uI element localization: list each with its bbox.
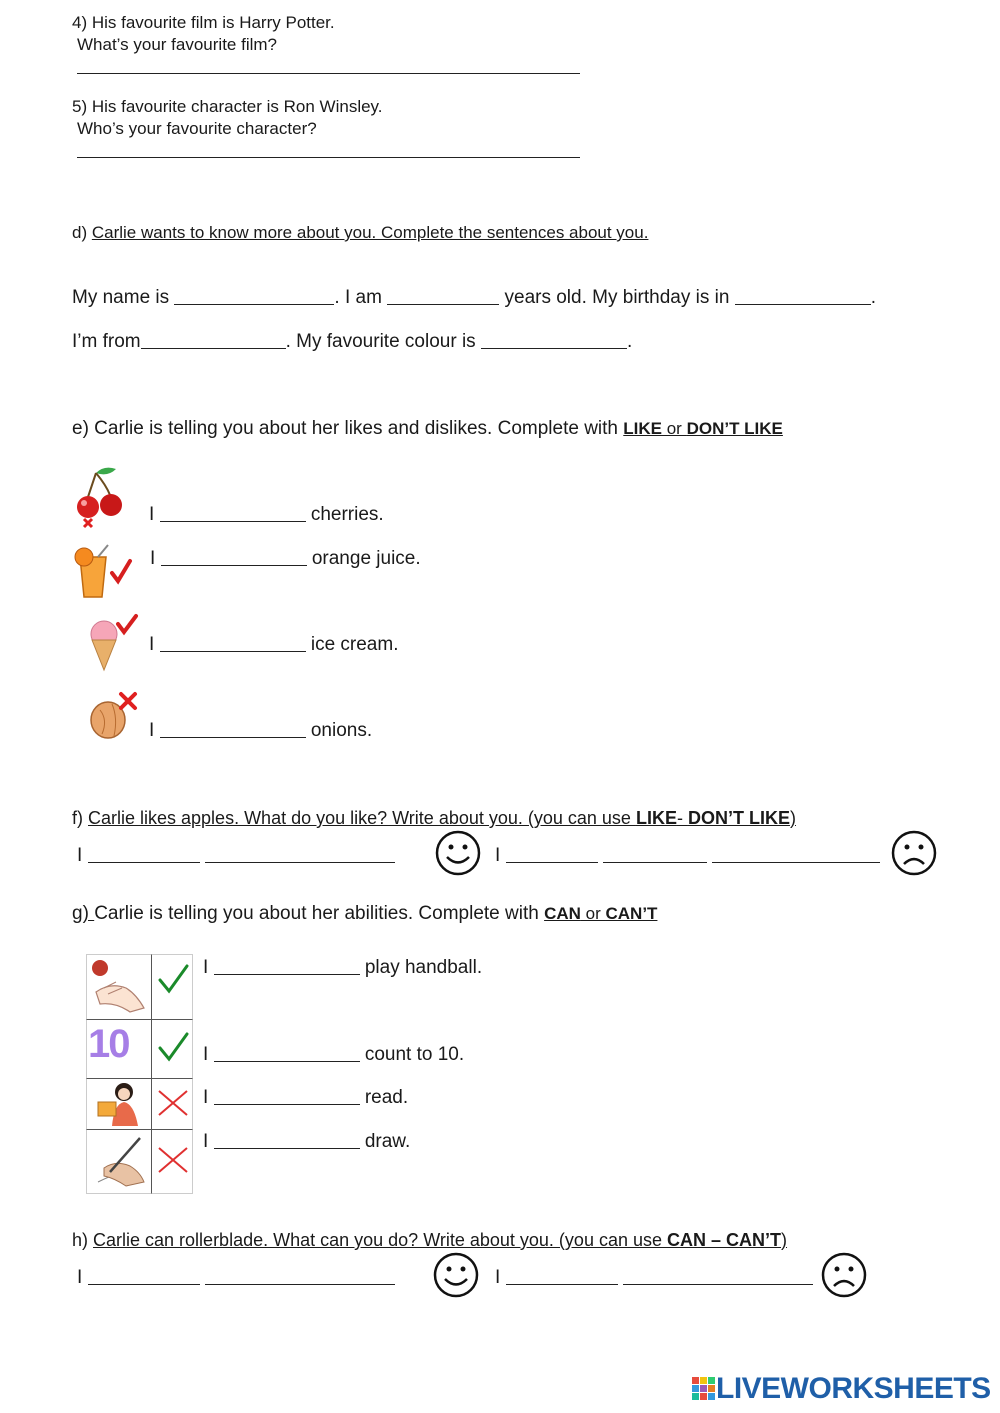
orange-juice-icon <box>74 543 136 601</box>
check-icon <box>156 962 190 996</box>
line1-period: . <box>870 287 876 308</box>
happy-face-icon <box>433 1252 479 1298</box>
pronoun: I <box>149 504 155 525</box>
check-icon <box>156 1030 190 1064</box>
section-h-right-answer <box>495 1267 813 1289</box>
section-f-heading <box>72 808 796 829</box>
h-right-blank-1[interactable] <box>506 1267 618 1285</box>
section-g-prefix: g) <box>72 903 95 924</box>
like-item-ice-cream <box>149 634 398 656</box>
dont-like-keyword: DON’T LIKE <box>686 419 783 438</box>
like-keyword: LIKE <box>623 419 662 438</box>
section-f-instruction: Carlie likes apples. What do you like? Write about you. (you can use <box>88 808 636 828</box>
section-d-heading <box>72 223 648 243</box>
pronoun: I <box>77 845 83 866</box>
draw-blank[interactable] <box>214 1131 360 1149</box>
dash: - <box>676 808 688 828</box>
pronoun: I <box>203 1131 209 1152</box>
liveworksheets-logo[interactable] <box>692 1372 991 1406</box>
pronoun: I <box>203 957 209 978</box>
q5-statement: 5) His favourite character is Ron Winsley. <box>72 97 383 116</box>
pronoun: I <box>495 1267 501 1288</box>
section-g-heading <box>72 903 657 925</box>
can-keyword: CAN <box>544 904 581 923</box>
h-right-blank-2[interactable] <box>623 1267 813 1285</box>
section-f-left-answer <box>77 845 395 867</box>
item-text: onions. <box>310 720 373 741</box>
h-left-blank-2[interactable] <box>205 1267 395 1285</box>
close-paren: ) <box>781 1230 788 1250</box>
age-blank[interactable] <box>387 287 499 305</box>
dont-like-keyword: DON’T LIKE <box>687 808 790 828</box>
section-d-instruction: Carlie wants to know more about you. Complete the sentences about you. <box>91 223 649 242</box>
liveworksheets-logo-icon <box>692 1377 716 1401</box>
colour-blank[interactable] <box>481 331 627 349</box>
birthday-label: years old. My birthday is in <box>499 287 735 308</box>
item-text: play handball. <box>364 957 483 978</box>
pronoun: I <box>203 1087 209 1108</box>
cant-keyword: CAN’T <box>605 904 658 923</box>
section-d-line2 <box>72 331 632 353</box>
number-ten-picture: 10 <box>88 1022 129 1066</box>
section-f-right-answer <box>495 845 880 867</box>
sad-face-icon <box>821 1252 867 1298</box>
cherries-icon <box>74 463 128 533</box>
h-left-blank-1[interactable] <box>88 1267 200 1285</box>
section-g-instruction: Carlie is telling you about her abilities. Complete with <box>94 903 545 924</box>
f-left-blank-2[interactable] <box>205 845 395 863</box>
liveworksheets-brand: LIVEWORKSHEETS <box>716 1372 991 1405</box>
birthday-blank[interactable] <box>735 287 871 305</box>
ability-item-draw <box>203 1131 410 1153</box>
colour-label: . My favourite colour is <box>285 331 481 352</box>
q5-answer-line[interactable] <box>77 157 580 158</box>
pronoun: I <box>495 845 501 866</box>
sad-face-icon <box>891 830 937 876</box>
section-h-heading <box>72 1230 787 1251</box>
section-d-line1 <box>72 287 876 309</box>
close-paren: ) <box>789 808 796 828</box>
section-e-instruction: e) Carlie is telling you about her likes and dislikes. Complete with <box>72 418 624 439</box>
or-word: or <box>580 904 606 923</box>
item-text: read. <box>364 1087 409 1108</box>
q4-question: What’s your favourite film? <box>77 35 277 54</box>
line2-period: . <box>626 331 633 352</box>
onions-blank[interactable] <box>160 720 306 738</box>
read-blank[interactable] <box>214 1087 360 1105</box>
q4-statement: 4) His favourite film is Harry Potter. <box>72 13 335 32</box>
cross-icon <box>156 1145 190 1175</box>
name-label: My name is <box>72 287 175 308</box>
ability-item-handball <box>203 957 482 979</box>
pronoun: I <box>203 1044 209 1065</box>
item-text: count to 10. <box>364 1044 465 1065</box>
f-left-blank-1[interactable] <box>88 845 200 863</box>
name-blank[interactable] <box>174 287 334 305</box>
item-text: ice cream. <box>310 634 399 655</box>
like-keyword: LIKE <box>635 808 677 828</box>
section-e-heading <box>72 418 783 440</box>
section-f-prefix: f) <box>72 808 88 828</box>
reading-girl-icon <box>92 1080 148 1128</box>
section-h-left-answer <box>77 1267 395 1289</box>
f-right-blank-1[interactable] <box>506 845 598 863</box>
ability-item-count <box>203 1044 464 1066</box>
age-label: . I am <box>334 287 388 308</box>
cross-icon <box>156 1088 190 1118</box>
item-text: orange juice. <box>311 548 421 569</box>
happy-face-icon <box>435 830 481 876</box>
section-d-prefix: d) <box>72 223 92 242</box>
from-label: I’m from <box>72 331 141 352</box>
count-blank[interactable] <box>214 1044 360 1062</box>
or-word: or <box>662 419 687 438</box>
like-item-orange-juice <box>150 548 421 570</box>
section-h-instruction: Carlie can rollerblade. What can you do? Write about you. (you can use <box>93 1230 667 1250</box>
f-right-blank-3[interactable] <box>712 845 880 863</box>
onion-icon <box>88 690 142 742</box>
drawing-hand-icon <box>90 1132 148 1190</box>
item-text: draw. <box>364 1131 411 1152</box>
ability-item-read <box>203 1087 408 1109</box>
f-right-blank-2[interactable] <box>603 845 707 863</box>
section-h-prefix: h) <box>72 1230 94 1250</box>
like-item-onions <box>149 720 372 742</box>
can-cant-keyword: CAN – CAN’T <box>667 1230 782 1250</box>
ice-cream-icon <box>86 614 140 674</box>
pronoun: I <box>77 1267 83 1288</box>
pronoun: I <box>149 634 155 655</box>
pronoun: I <box>149 720 155 741</box>
q4-answer-line[interactable] <box>77 73 580 74</box>
orange-juice-blank[interactable] <box>161 548 307 566</box>
handball-blank[interactable] <box>214 957 360 975</box>
like-item-cherries <box>149 504 384 526</box>
q5-question: Who’s your favourite character? <box>77 119 317 138</box>
cherries-blank[interactable] <box>160 504 306 522</box>
from-blank[interactable] <box>141 331 286 349</box>
item-text: cherries. <box>310 504 384 525</box>
pronoun: I <box>150 548 156 569</box>
handball-icon <box>90 958 148 1016</box>
ice-cream-blank[interactable] <box>160 634 306 652</box>
